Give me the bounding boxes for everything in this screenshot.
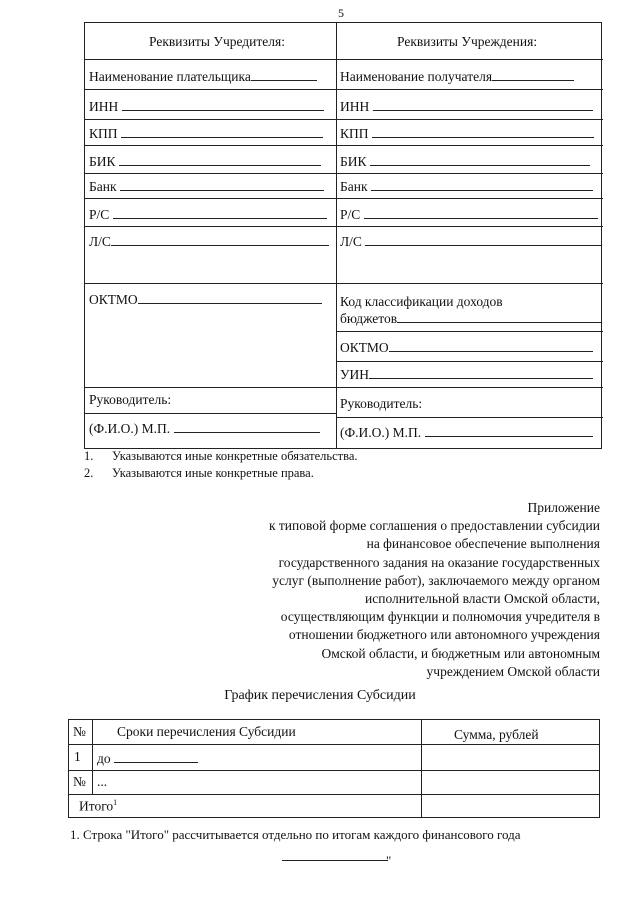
field-label: КПП: [89, 126, 118, 141]
field-label: ИНН: [89, 99, 119, 114]
field-label: Л/С: [89, 234, 111, 249]
column-header-terms: Сроки перечисления Субсидии: [117, 724, 296, 739]
institution-oktmo-field[interactable]: [340, 339, 593, 356]
founder-ls-field[interactable]: [89, 233, 329, 250]
appendix-line: Приложение: [527, 500, 600, 515]
founder-bank-field[interactable]: [89, 178, 324, 195]
institution-ls-field[interactable]: [340, 233, 601, 250]
institution-recipient-name-field[interactable]: [340, 68, 574, 85]
founder-bik-field[interactable]: [89, 153, 321, 170]
founder-fio-field[interactable]: [89, 420, 320, 437]
note-number: 2.: [84, 466, 94, 480]
payment-term-field[interactable]: [97, 750, 198, 767]
requisites-table: [84, 22, 602, 449]
note-item: [84, 465, 358, 482]
closing-quote: ": [386, 853, 392, 868]
institution-income-code-field[interactable]: [340, 310, 601, 327]
institution-inn-field[interactable]: [340, 98, 593, 115]
field-label: Р/С: [89, 207, 110, 222]
field-label: Л/С: [340, 234, 362, 249]
field-label: Наименование плательщика: [89, 69, 251, 84]
appendix-caption: [180, 499, 600, 681]
field-label: Банк: [340, 179, 368, 194]
row-number: 1: [74, 749, 81, 764]
founder-payer-name-field[interactable]: [89, 68, 317, 85]
founder-oktmo-field[interactable]: [89, 291, 322, 308]
schedule-table: [68, 719, 600, 818]
appendix-line: услуг (выполнение работ), заключаемого между органом: [272, 572, 600, 588]
notes-list: [84, 448, 358, 482]
note-number: 1.: [84, 449, 94, 463]
field-label: Р/С: [340, 207, 361, 222]
appendix-line: Омской области, и бюджетным или автономным: [321, 645, 600, 661]
founder-inn-field[interactable]: [89, 98, 324, 115]
field-label: БИК: [89, 154, 116, 169]
institution-kpp-field[interactable]: [340, 125, 594, 142]
total-label: Итого$^1$: [79, 798, 118, 814]
appendix-line: исполнительной власти Омской области,: [365, 591, 600, 607]
institution-bank-field[interactable]: [340, 178, 593, 195]
total-footnote-marker: 1: [113, 798, 118, 807]
founder-rs-field[interactable]: [89, 206, 327, 223]
note-text: Указываются иные конкретные обязательства.: [112, 449, 358, 463]
appendix-line: отношении бюджетного или автономного учреждения: [288, 627, 600, 643]
note-item: [84, 448, 358, 465]
field-label: КПП: [340, 126, 369, 141]
page-number: 5: [338, 6, 344, 20]
field-label: Банк: [89, 179, 117, 194]
institution-bik-field[interactable]: [340, 153, 590, 170]
field-label: УИН: [340, 367, 370, 382]
institution-rs-field[interactable]: [340, 206, 598, 223]
field-label: бюджетов: [340, 311, 398, 326]
founder-requisites-header: Реквизиты Учредителя:: [149, 34, 285, 49]
institution-fio-field[interactable]: [340, 424, 593, 441]
institution-uin-field[interactable]: [340, 366, 593, 383]
field-label: (Ф.И.О.) М.П.: [89, 421, 171, 436]
appendix-line: государственного задания на оказание государственных: [278, 554, 600, 570]
founder-head-label: Руководитель:: [89, 392, 172, 407]
appendix-line: учреждением Омской области: [426, 663, 600, 679]
appendix-line: на финансовое обеспечение выполнения: [366, 536, 600, 552]
field-label: БИК: [340, 154, 367, 169]
institution-income-code-label: Код классификации доходов: [340, 294, 503, 309]
institution-requisites-header: Реквизиты Учреждения:: [397, 34, 538, 49]
institution-head-label: Руководитель:: [340, 396, 423, 411]
total-footnote: 1. Строка "Итого" рассчитывается отдельно по итогам каждого финансового года: [70, 827, 521, 842]
field-label: (Ф.И.О.) М.П.: [340, 425, 422, 440]
row-number: №: [73, 774, 86, 789]
founder-kpp-field[interactable]: [89, 125, 323, 142]
signature-line: [282, 860, 388, 861]
appendix-line: осуществляющим функции и полномочия учредителя в: [280, 609, 600, 625]
note-text: Указываются иные конкретные права.: [112, 466, 314, 480]
ellipsis-cell: ...: [97, 774, 108, 789]
column-header-sum: Сумма, рублей: [454, 727, 539, 742]
column-header-number: №: [73, 724, 86, 739]
appendix-line: к типовой форме соглашения о предоставлении субсидии: [268, 518, 600, 534]
field-label: ОКТМО: [89, 292, 138, 307]
field-label: ОКТМО: [340, 340, 389, 355]
term-prefix: до: [97, 751, 111, 766]
field-label: ИНН: [340, 99, 370, 114]
field-label: Наименование получателя: [340, 69, 493, 84]
schedule-title: График перечисления Субсидии: [224, 688, 416, 703]
